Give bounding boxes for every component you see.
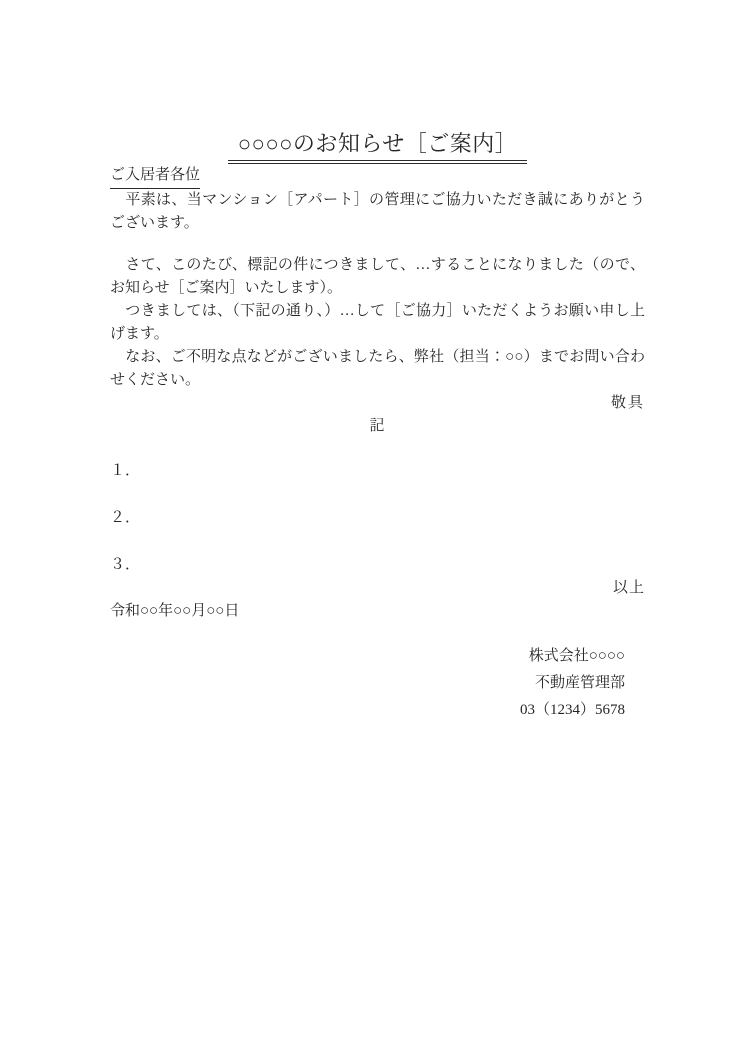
signature-block [110, 643, 645, 724]
list-item-3: ３． [110, 557, 141, 573]
record-marker: 記 [369, 418, 386, 434]
list-item-2: ２． [110, 510, 141, 526]
closing-keigu: 敬具 [610, 395, 645, 411]
signature-company: 株式会社○○○○ [528, 648, 625, 664]
list-item-1: １． [110, 463, 141, 479]
body-block [110, 254, 645, 392]
notes-list [110, 460, 645, 577]
body-paragraph-request: つきましては、（下記の通り、）…して［ご協力］いただくようお願い申し上げます。 [110, 303, 645, 342]
recipient-row [110, 164, 645, 189]
title-row [110, 131, 645, 164]
greeting-paragraph: 平素は、当マンション［アパート］の管理にご協力いただき誠にありがとうございます。 [110, 192, 645, 231]
document-title: ○○○○のお知らせ［ご案内］ [228, 131, 528, 164]
date-line: 令和○○年○○月○○日 [110, 603, 240, 619]
end-marker-ijou: 以上 [612, 580, 645, 596]
body-paragraph-contact: なお、ご不明な点などがございましたら、弊社（担当：○○）までお問い合わせください。 [110, 349, 645, 388]
body-paragraph-main: さて、このたび、標記の件につきまして、…することになりました（ので、お知らせ［ご案内］いたします）。 [110, 257, 645, 296]
signature-department: 不動産管理部 [534, 675, 625, 691]
recipient-label: ご入居者各位 [110, 164, 200, 189]
signature-phone: 03（1234）5678 [519, 702, 625, 718]
